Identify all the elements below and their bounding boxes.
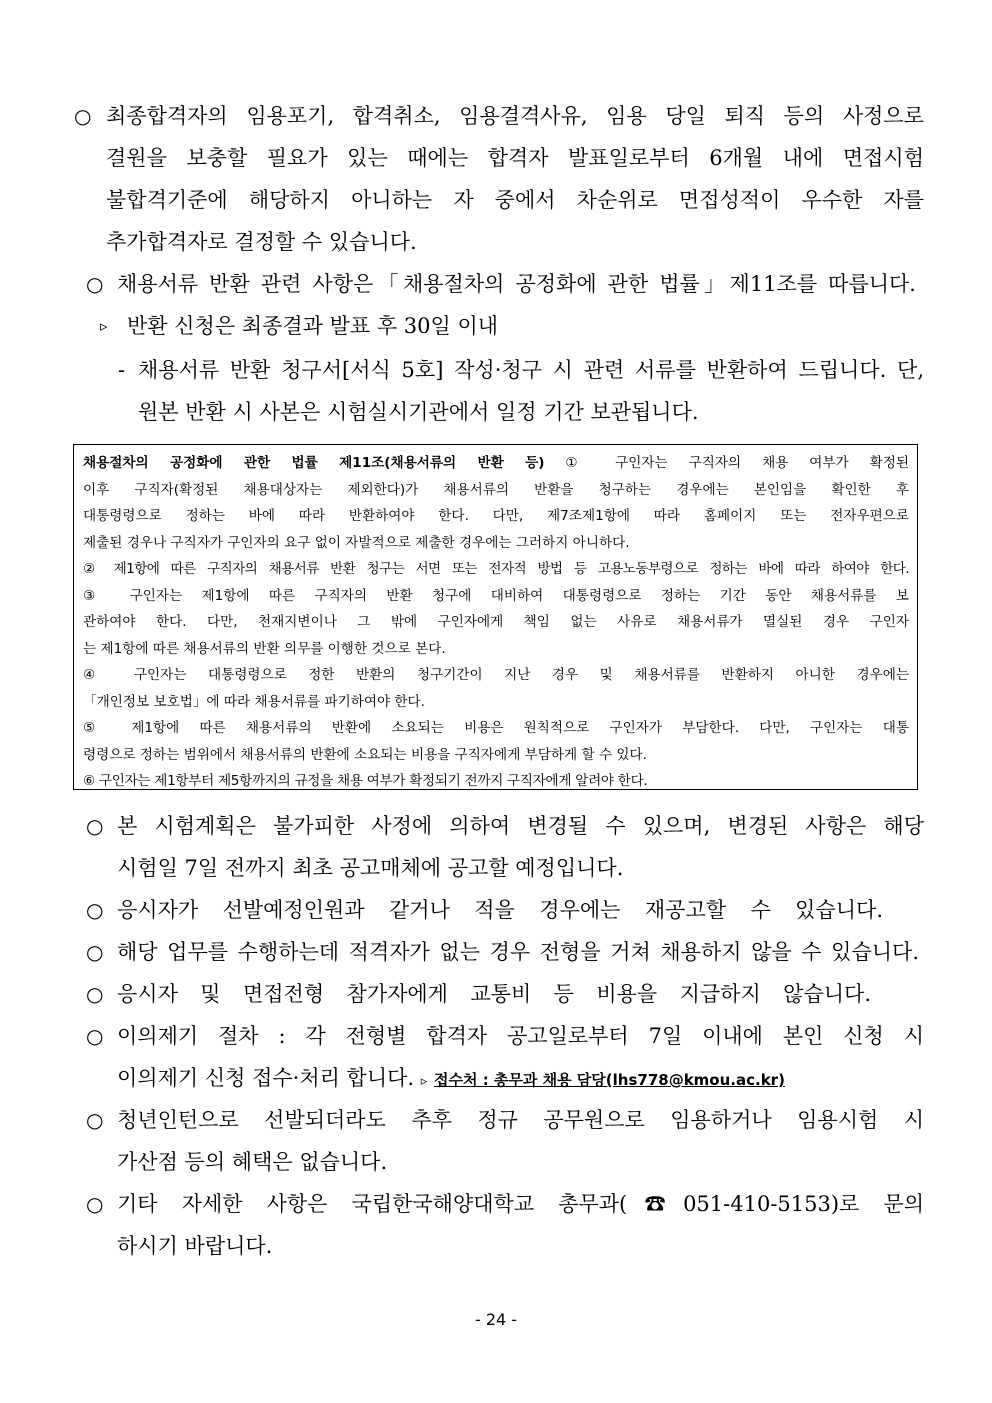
- text-line: 원본 반환 시 사본은 시험실시기관에서 일정 기간 보관됩니다.: [138, 400, 699, 424]
- contact-marker-icon: ▹: [420, 1074, 428, 1089]
- notice-item-intern: [117, 1099, 924, 1183]
- text-line: 채용서류 반환 관련 사항은「채용절차의 공정화에 관한 법률」제11조를 따릅니다.: [117, 272, 916, 296]
- text-line: 가산점 등의 혜택은 없습니다.: [117, 1150, 388, 1174]
- page-number: - 24 -: [474, 1310, 518, 1329]
- law-line: 령령으로 정하는 범위에서 채용서류의 반환에 소요되는 비용을 구직자에게 부담하게 할 수 있다.: [83, 746, 647, 763]
- law-line: 제출된 경우나 구직자가 구인자의 요구 없이 자발적으로 제출한 경우에는 그러하지 아니하다.: [83, 534, 630, 551]
- law-line: 이후 구직자(확정된 채용대상자는 제외한다)가 채용서류의 반환을 청구하는 경우에는 본인임을 확인한 후: [83, 481, 909, 498]
- bullet-icon: ○: [86, 1108, 104, 1132]
- objection-text: 이의제기 신청 접수·처리 합니다.: [117, 1066, 415, 1090]
- law-line: 대통령령으로 정하는 바에 따라 반환하여야 한다. 다만, 제7조제1항에 따라 홈페이지 또는 전자우편으로: [83, 508, 909, 524]
- notice-item-document-return: [117, 263, 916, 305]
- law-line: ② 제1항에 따른 구직자의 채용서류 반환 청구는 서면 또는 전자적 방법 등 고용노동부령으로 정하는 바에 따라 하여야 한다.: [83, 561, 909, 577]
- text-line: 불합격기준에 해당하지 아니하는 자 중에서 차순위로 면접성적이 우수한 자를: [106, 188, 924, 212]
- text-line: 본 시험계획은 불가피한 사정에 의하여 변경될 수 있으며, 변경된 사항은 해당: [117, 814, 924, 838]
- bullet-icon: ○: [86, 272, 104, 296]
- text-line: 이의제기 절차 : 각 전형별 합격자 공고일로부터 7일 이내에 본인 신청 시: [117, 1024, 924, 1048]
- contact-email-link[interactable]: 접수처 : 총무과 채용 담당(lhs778@kmou.ac.kr): [434, 1071, 785, 1089]
- text-line: 하시기 바랍니다.: [117, 1234, 273, 1258]
- law-line: ③ 구인자는 제1항에 따른 구직자의 반환 청구에 대비하여 대통령령으로 정하는 기간 동안 채용서류를 보: [83, 587, 909, 604]
- notice-item-readvertise: [117, 889, 883, 931]
- text-line: 시험일 7일 전까지 최초 공고매체에 공고할 예정입니다.: [117, 856, 624, 880]
- text-line: 청년인턴으로 선발되더라도 추후 정규 공무원으로 임용하거나 임용시험 시: [117, 1108, 924, 1132]
- bullet-icon: ○: [86, 1192, 104, 1216]
- law-excerpt-box: [73, 444, 918, 790]
- notice-item-plan-change: [117, 805, 924, 889]
- law-line: 는 제1항에 따른 채용서류의 반환 의무를 이행한 것으로 본다.: [83, 640, 446, 657]
- notice-item-no-hire: [117, 931, 919, 973]
- text-line: 최종합격자의 임용포기, 합격취소, 임용결격사유, 임용 당일 퇴직 등의 사정으로: [106, 104, 924, 128]
- law-line: ① 구인자는 구직자의 채용 여부가 확정된: [565, 455, 909, 471]
- text-line: 기타 자세한 사항은 국립한국해양대학교 총무과(☎051-410-5153)로 문의: [117, 1192, 924, 1216]
- return-deadline-text: 반환 신청은 최종결과 발표 후 30일 이내: [127, 314, 499, 338]
- law-line: 관하여야 한다. 다만, 천재지변이나 그 밖에 구인자에게 책임 없는 사유로 채용서류가 멸실된 경우 구인자: [83, 614, 909, 630]
- text-line: 응시자 및 면접전형 참가자에게 교통비 등 비용을 지급하지 않습니다.: [117, 982, 871, 1006]
- law-line: ⑥ 구인자는 제1항부터 제5항까지의 규정을 채용 여부가 확정되기 전까지 구직자에게 알려야 한다.: [83, 773, 648, 789]
- law-line: 「개인정보 보호법」에 따라 채용서류를 파기하여야 한다.: [83, 693, 426, 710]
- sub-bullet-icon: ▹: [100, 317, 108, 335]
- notice-item-replacement: [106, 95, 924, 263]
- return-detail: [138, 349, 924, 433]
- bullet-icon: ○: [86, 898, 104, 922]
- text-line: 결원을 보충할 필요가 있는 때에는 합격자 발표일로부터 6개월 내에 면접시험: [106, 146, 924, 170]
- text-line: 해당 업무를 수행하는데 적격자가 없는 경우 전형을 거쳐 채용하지 않을 수 있습니다.: [117, 940, 919, 964]
- text-line: 응시자가 선발예정인원과 같거나 적을 경우에는 재공고할 수 있습니다.: [117, 898, 883, 922]
- notice-item-objection: [117, 1015, 924, 1103]
- law-line: ④ 구인자는 대통령령으로 정한 반환의 청구기간이 지난 경우 및 채용서류를 반환하지 아니한 경우에는: [83, 667, 909, 683]
- law-title: 채용절차의 공정화에 관한 법률 제11조(채용서류의 반환 등): [83, 455, 545, 471]
- bullet-icon: ○: [86, 814, 104, 838]
- text-line: [117, 1057, 924, 1103]
- text-line: 추가합격자로 결정할 수 있습니다.: [106, 230, 417, 254]
- text-line: 채용서류 반환 청구서[서식 5호] 작성·청구 시 관련 서류를 반환하여 드립니다. 단,: [138, 358, 924, 382]
- bullet-icon: ○: [86, 940, 104, 964]
- notice-item-no-expenses: [117, 973, 871, 1015]
- bullet-icon: ○: [74, 104, 92, 128]
- bullet-icon: ○: [86, 982, 104, 1006]
- notice-item-contact: [117, 1183, 924, 1267]
- bullet-icon: ○: [86, 1024, 104, 1048]
- dash-icon: -: [118, 358, 126, 382]
- law-line: ⑤ 제1항에 따른 채용서류의 반환에 소요되는 비용은 원칙적으로 구인자가 부담한다. 다만, 구인자는 대통: [83, 720, 909, 736]
